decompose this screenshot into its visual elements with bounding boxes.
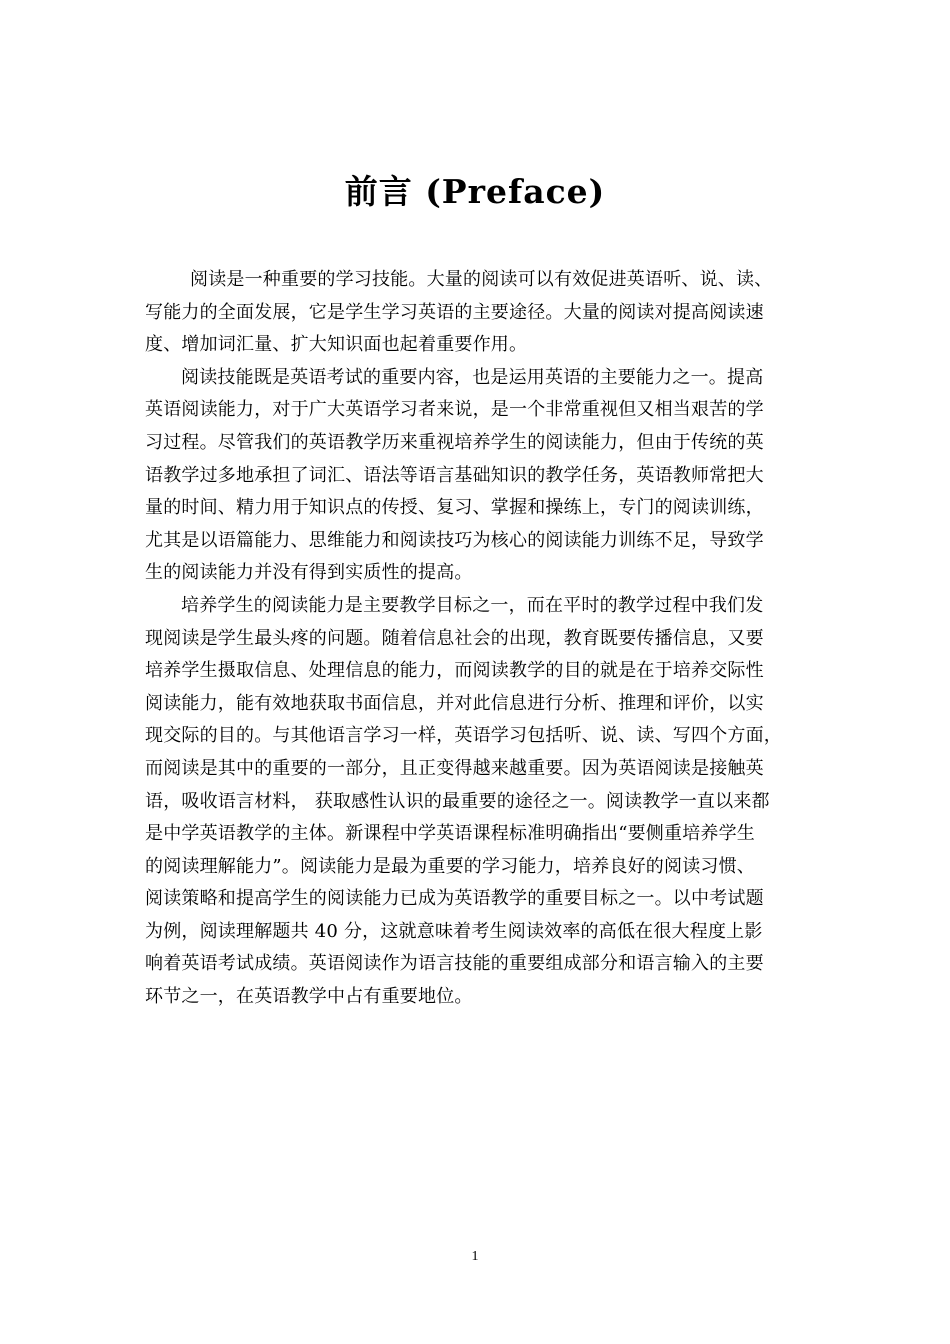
text-line: 培养学生摄取信息、处理信息的能力，而阅读教学的目的就是在于培养交际性 xyxy=(145,660,764,682)
page-number: 1 xyxy=(471,1249,479,1264)
text-line: 响着英语考试成绩。英语阅读作为语言技能的重要组成部分和语言输入的主要 xyxy=(145,953,764,975)
page-title: 前言 (Preface) xyxy=(344,172,606,211)
text-line: 培养学生的阅读能力是主要教学目标之一，而在平时的教学过程中我们发 xyxy=(181,594,764,616)
text-line: 量的时间、精力用于知识点的传授、复习、掌握和操练上，专门的阅读训练， xyxy=(145,497,764,519)
document-body xyxy=(145,264,825,1014)
text-line: 是中学英语教学的主体。新课程中学英语课程标准明确指出“要侧重培养学生 xyxy=(145,823,755,845)
text-line: 现阅读是学生最头疼的问题。随着信息社会的出现，教育既要传播信息，又要 xyxy=(145,627,764,649)
text-line: 阅读是一种重要的学习技能。大量的阅读可以有效促进英语听、说、读、 xyxy=(190,269,773,290)
text-line: 阅读技能既是英语考试的重要内容，也是运用英语的主要能力之一。提高 xyxy=(181,366,764,388)
text-line: 而阅读是其中的重要的一部分，且正变得越来越重要。因为英语阅读是接触英 xyxy=(145,757,764,779)
text-line: 为例，阅读理解题共 40 分，这就意味着考生阅读效率的高低在很大程度上影 xyxy=(145,920,763,942)
paragraph-1 xyxy=(145,264,825,362)
text-line: 度、增加词汇量、扩大知识面也起着重要作用。 xyxy=(145,334,528,356)
text-line: 尤其是以语篇能力、思维能力和阅读技巧为核心的阅读能力训练不足，导致学 xyxy=(145,529,764,551)
paragraph-2 xyxy=(145,362,825,590)
text-line: 生的阅读能力并没有得到实质性的提高。 xyxy=(145,562,473,584)
text-line: 语，吸收语言材料， 获取感性认识的最重要的途径之一。阅读教学一直以来都 xyxy=(145,790,770,812)
text-line: 语教学过多地承担了词汇、语法等语言基础知识的教学任务，英语教师常把大 xyxy=(145,464,764,486)
text-line: 的阅读理解能力”。阅读能力是最为重要的学习能力，培养良好的阅读习惯、 xyxy=(145,855,755,877)
text-line: 现交际的目的。与其他语言学习一样，英语学习包括听、说、读、写四个方面， xyxy=(145,725,782,747)
text-line: 阅读能力，能有效地获取书面信息，并对此信息进行分析、推理和评价，以实 xyxy=(145,692,764,714)
text-line: 阅读策略和提高学生的阅读能力已成为英语教学的重要目标之一。以中考试题 xyxy=(145,888,764,910)
text-line: 写能力的全面发展，它是学生学习英语的主要途径。大量的阅读对提高阅读速 xyxy=(145,301,764,323)
text-line: 环节之一，在英语教学中占有重要地位。 xyxy=(145,986,473,1008)
text-line: 英语阅读能力，对于广大英语学习者来说，是一个非常重视但又相当艰苦的学 xyxy=(145,399,764,421)
paragraph-3 xyxy=(145,590,825,1014)
text-line: 习过程。尽管我们的英语教学历来重视培养学生的阅读能力，但由于传统的英 xyxy=(145,431,764,453)
